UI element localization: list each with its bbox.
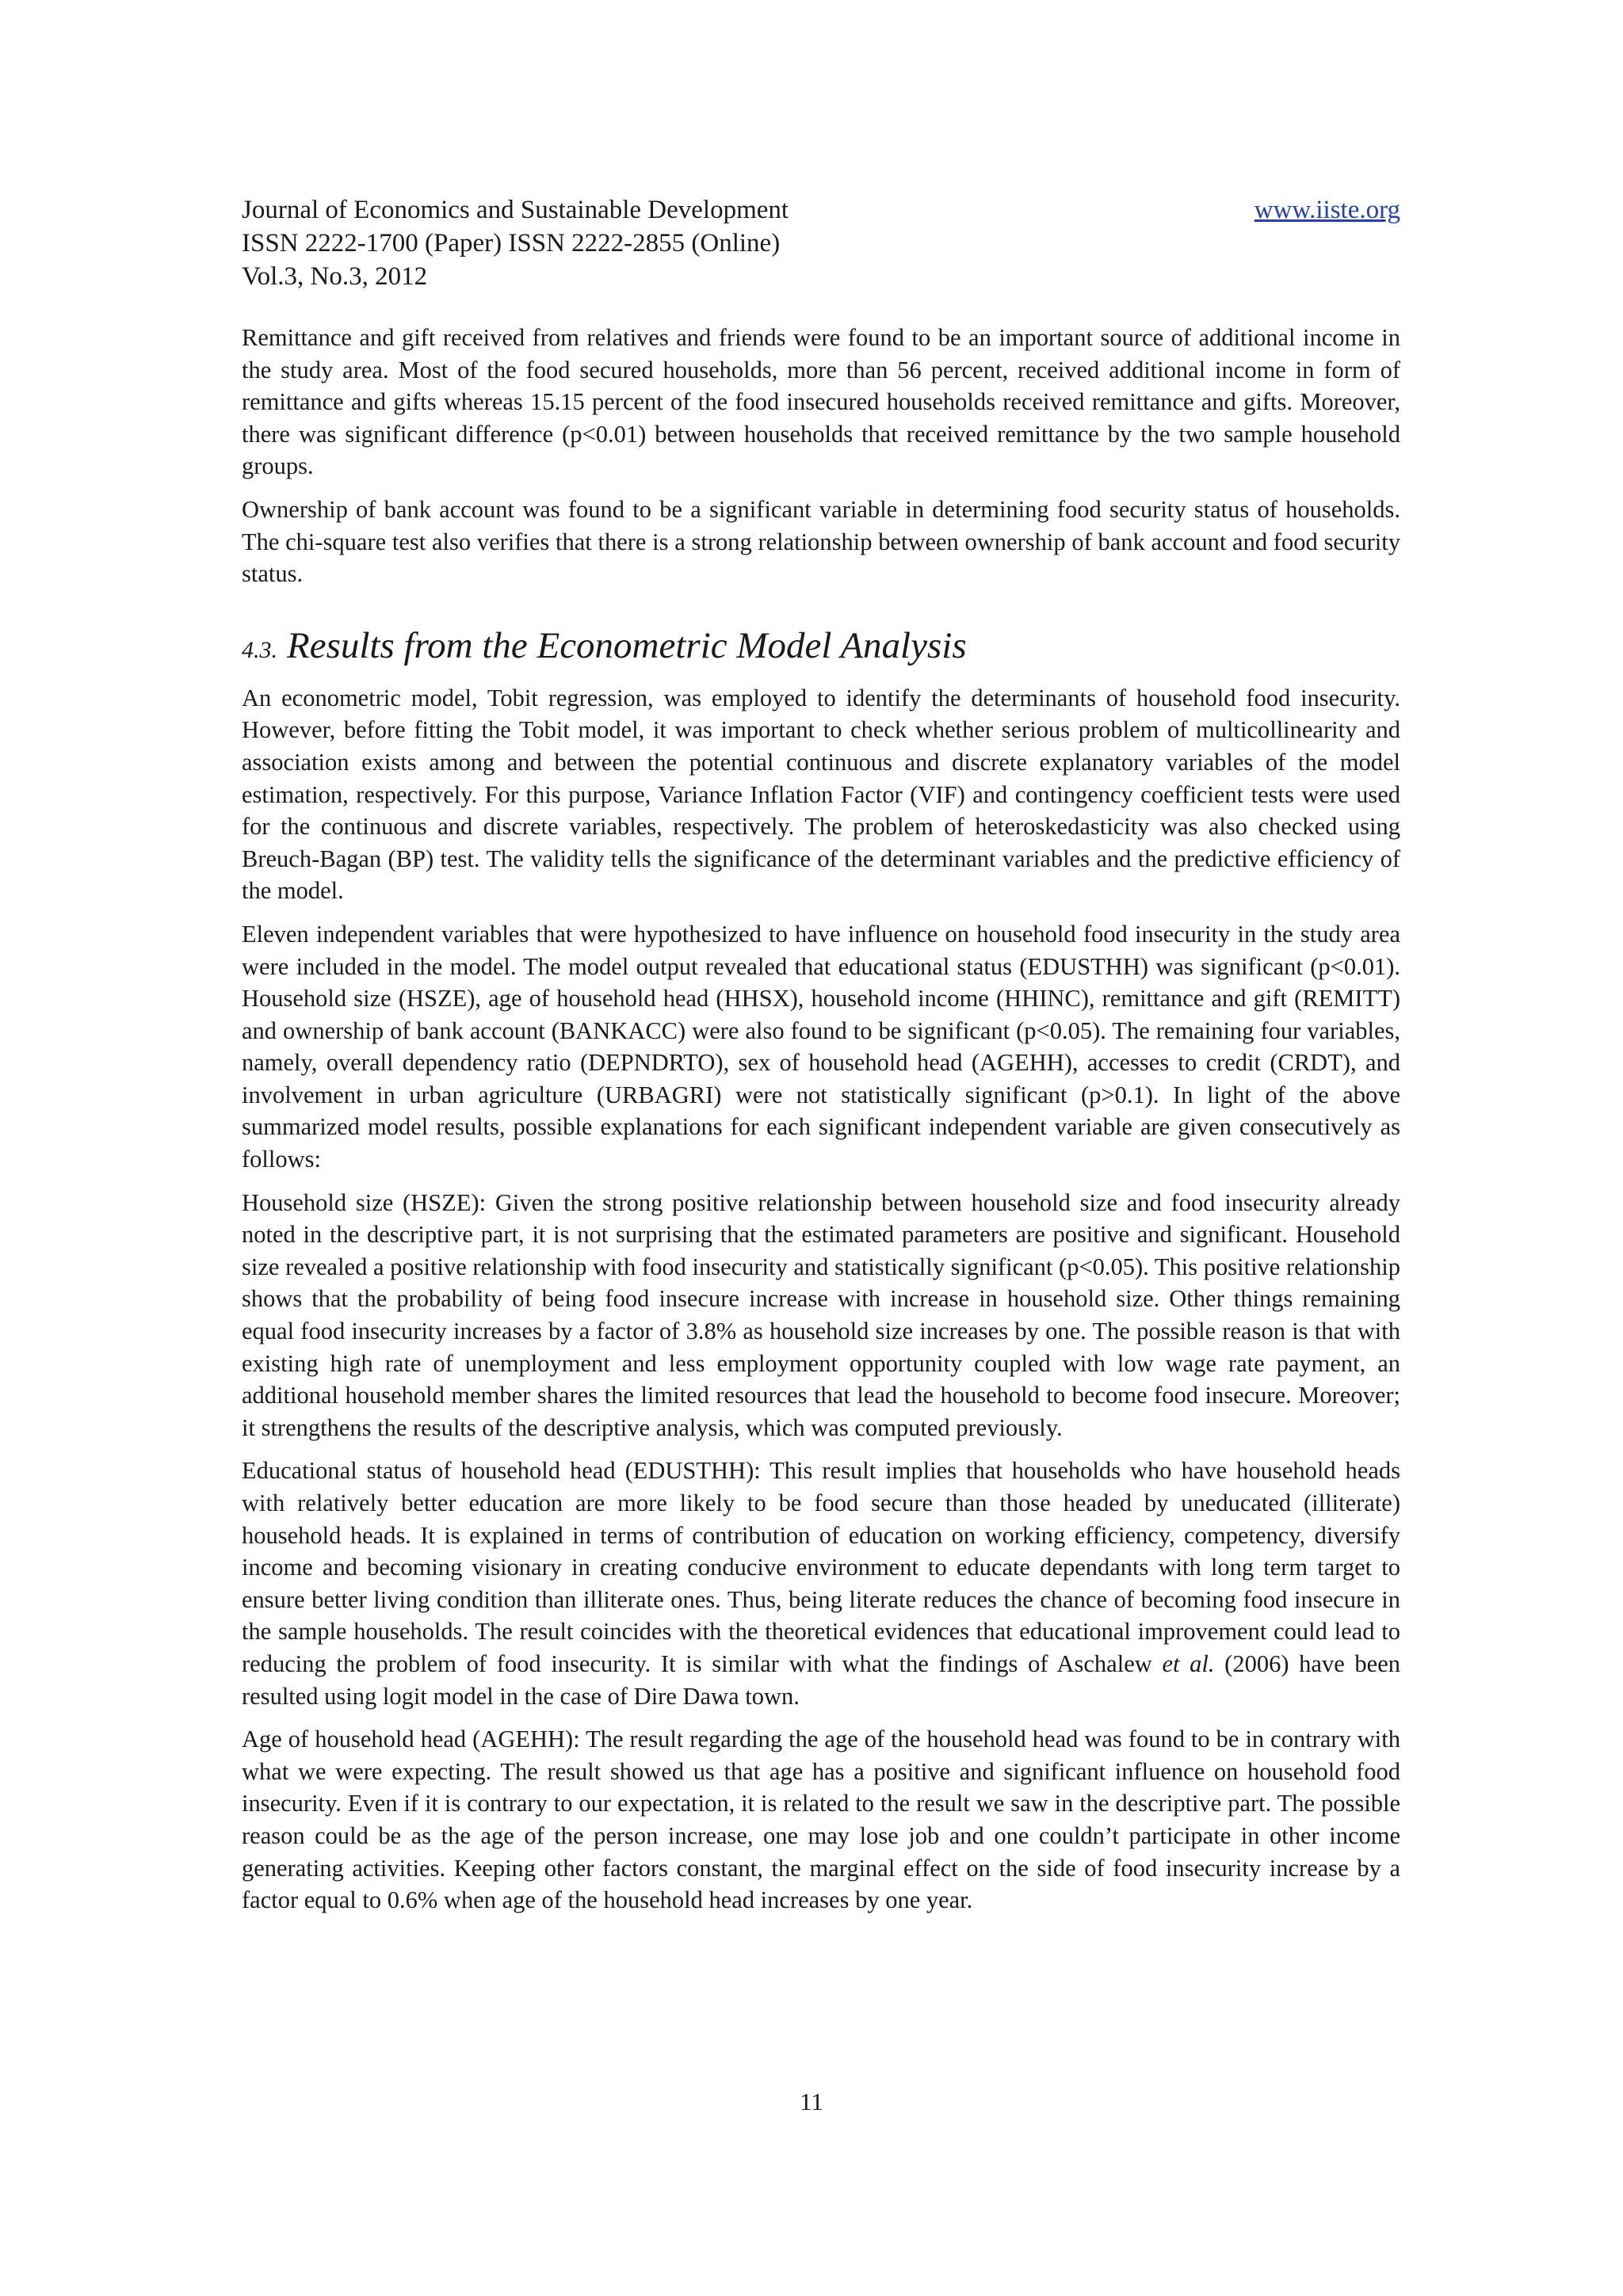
education-text-2: (2006) have been resulted using logit model in the case of Dire Dawa town. (242, 1650, 1401, 1710)
section-title: Results from the Econometric Model Analysis (287, 624, 967, 666)
education-text-1: Educational status of household head (EDUSTHH): This result implies that households who have household heads with relatively better education are more likely to be food secure than those headed by uneducated (illiterate) household heads. It is explained in terms of contribution of education on working efficiency, competency, diversify income and becoming visionary in creating conducive environment to educate dependants with long term target to ensure better living condition than illiterate ones. Thus, being literate reduces the chance of becoming food insecure in the sample households. The result coincides with the theoretical evidences that educational improvement could lead to reducing the problem of food insecurity. It is similar with what the findings of Aschalew (242, 1457, 1400, 1677)
paragraph-educational-status (242, 1455, 1400, 1712)
page-content (242, 193, 1400, 1928)
issn-line: ISSN 2222-1700 (Paper) ISSN 2222-2855 (Online) (242, 229, 781, 257)
article-body (242, 322, 1400, 1917)
paragraph-independent-variables: Eleven independent variables that were hypothesized to have influence on household food insecurity in the study area were included in the model. The model output revealed that educational status (EDUSTHH) was significant (p<0.01). Household size (HSZE), age of household head (HHSX), household income (HHINC), remittance and gift (REMITT) and ownership of bank account (BANKACC) were also found to be significant (p<0.05). The remaining four variables, namely, overall dependency ratio (DEPNDRTO), sex of household head (AGEHH), accesses to credit (CRDT), and involvement in urban agriculture (URBAGRI) were not statistically significant (p>0.1). In light of the above summarized model results, possible explanations for each significant independent variable are given consecutively as follows: (242, 920, 1400, 1173)
paragraph-bank-account: Ownership of bank account was found to be a significant variable in determining food security status of households. The chi-square test also verifies that there is a strong relationship between ownership of bank account and food security status. (242, 495, 1400, 588)
journal-website-link[interactable]: www.iiste.org (1254, 196, 1400, 224)
section-number: 4.3. (242, 636, 277, 663)
paragraph-remittance: Remittance and gift received from relatives and friends were found to be an important source of additional income in the study area. Most of the food secured households, more than 56 percent, received additional income in form of remittance and gifts whereas 15.15 percent of the food insecured households received remittance and gifts. Moreover, there was significant difference (p<0.01) between households that received remittance by the two sample household groups. (242, 324, 1400, 480)
page-number: 11 (800, 2088, 823, 2115)
volume-line: Vol.3, No.3, 2012 (242, 262, 428, 291)
paragraph-econometric-model: An econometric model, Tobit regression, was employed to identify the determinants of household food insecurity. However, before fitting the Tobit model, it was important to check whether serious problem of multicollinearity and association exists among and between the potential continuous and discrete explanatory variables of the model estimation, respectively. For this purpose, Variance Inflation Factor (VIF) and contingency coefficient tests were used for the continuous and discrete variables, respectively. The problem of heteroskedasticity was also checked using Breuch-Bagan (BP) test. The validity tells the significance of the determinant variables and the predictive efficiency of the model. (242, 684, 1400, 905)
section-heading (242, 624, 1400, 673)
paragraph-household-size: Household size (HSZE): Given the strong positive relationship between household size and food insecurity already noted in the descriptive part, it is not surprising that the estimated parameters are positive and significant. Household size revealed a positive relationship with food insecurity and statistically significant (p<0.05). This positive relationship shows that the probability of being food insecure increase with increase in household size. Other things remaining equal food insecurity increases by a factor of 3.8% as household size increases by one. The possible reason is that with existing high rate of unemployment and less employment opportunity coupled with low wage rate payment, an additional household member shares the limited resources that lead the household to become food insecure. Moreover; it strengthens the results of the descriptive analysis, which was computed previously. (242, 1188, 1400, 1441)
journal-title: Journal of Economics and Sustainable Development (242, 196, 789, 224)
journal-header (242, 193, 1400, 293)
paragraph-age-household-head: Age of household head (AGEHH): The result regarding the age of the household head was found to be in contrary with what we were expecting. The result showed us that age has a positive and significant influence on household food insecurity. Even if it is contrary to our expectation, it is related to the result we saw in the descriptive part. The possible reason could be as the age of the person increase, one may lose job and one couldn’t participate in other income generating activities. Keeping other factors constant, the marginal effect on the side of food insecurity increase by a factor equal to 0.6% when age of the household head increases by one year. (242, 1726, 1400, 1914)
education-citation-etal: et al. (1162, 1650, 1215, 1677)
